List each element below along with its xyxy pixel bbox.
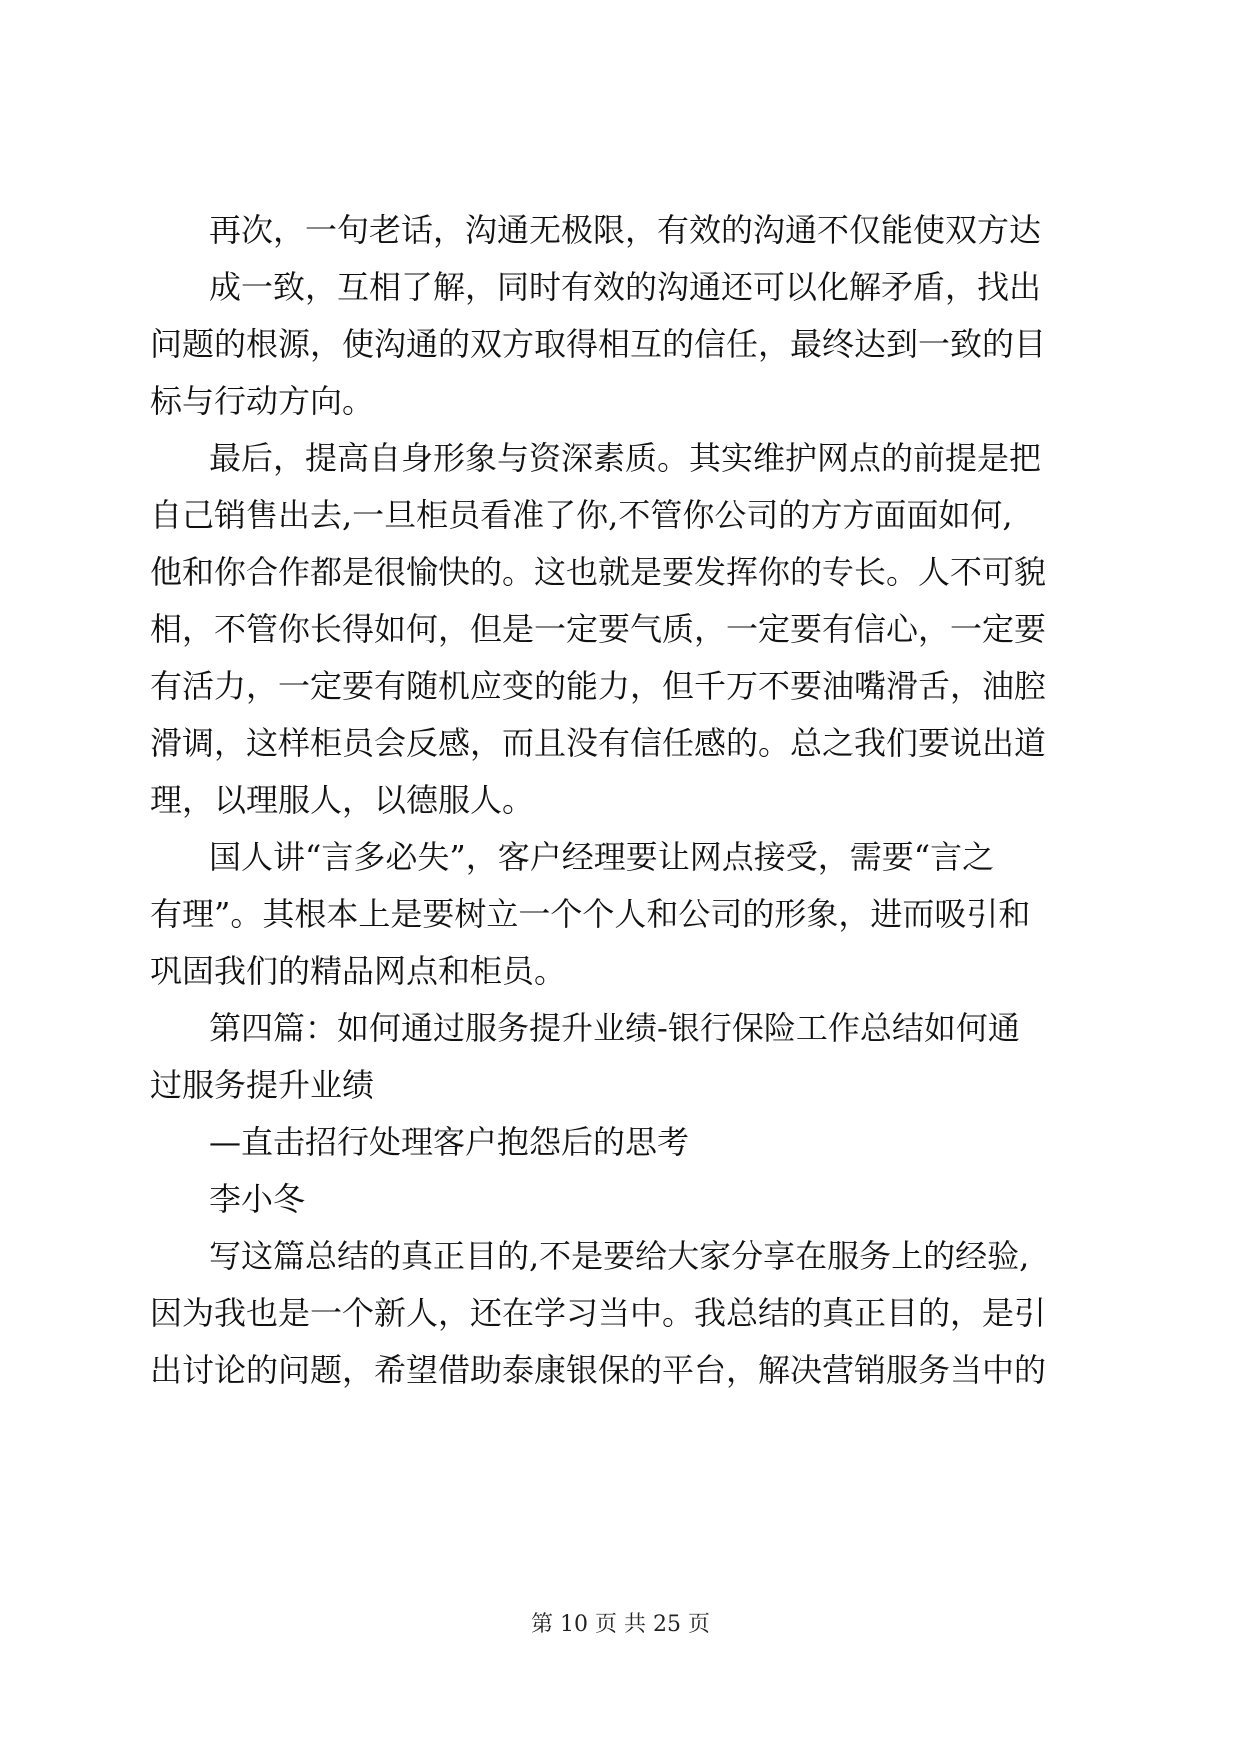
text-line: 再次，一句老话，沟通无极限，有效的沟通不仅能使双方达: [209, 211, 1042, 249]
text-line: 最后，提高自身形象与资深素质。其实维护网点的前提是把: [209, 439, 1042, 477]
text-line: 理，以理服人，以德服人。: [150, 781, 535, 819]
author-line: 李小冬: [209, 1180, 306, 1218]
text-line: 出讨论的问题，希望借助泰康银保的平台，解决营销服务当中的: [150, 1351, 1047, 1389]
subtitle-line: —直击招行处理客户抱怨后的思考: [209, 1123, 690, 1161]
section-heading-line: 过服务提升业绩: [150, 1066, 375, 1104]
text-line: 写这篇总结的真正目的,不是要给大家分享在服务上的经验,: [209, 1237, 1030, 1275]
text-line: 因为我也是一个新人，还在学习当中。我总结的真正目的，是引: [150, 1294, 1047, 1332]
text-line: 标与行动方向。: [150, 382, 375, 420]
text-line: 滑调，这样柜员会反感，而且没有信任感的。总之我们要说出道: [150, 724, 1047, 762]
text-line: 问题的根源，使沟通的双方取得相互的信任，最终达到一致的目: [150, 325, 1047, 363]
text-line: 成一致，互相了解，同时有效的沟通还可以化解矛盾，找出: [209, 268, 1042, 306]
section-heading-line: 第四篇：如何通过服务提升业绩-银行保险工作总结如何通: [209, 1009, 1020, 1047]
text-line: 有理”。其根本上是要树立一个个人和公司的形象，进而吸引和: [150, 895, 1031, 933]
page-number-footer: 第 10 页 共 25 页: [531, 1612, 710, 1637]
text-line: 相，不管你长得如何，但是一定要气质，一定要有信心，一定要: [150, 610, 1047, 648]
text-line: 他和你合作都是很愉快的。这也就是要发挥你的专长。人不可貌: [150, 553, 1047, 591]
text-line: 有活力，一定要有随机应变的能力，但千万不要油嘴滑舌，油腔: [150, 667, 1047, 705]
text-line: 自己销售出去,一旦柜员看准了你,不管你公司的方方面面如何,: [150, 496, 1013, 534]
text-line: 巩固我们的精品网点和柜员。: [150, 952, 567, 990]
text-line: 国人讲“言多必失”，客户经理要让网点接受，需要“言之: [209, 838, 995, 876]
